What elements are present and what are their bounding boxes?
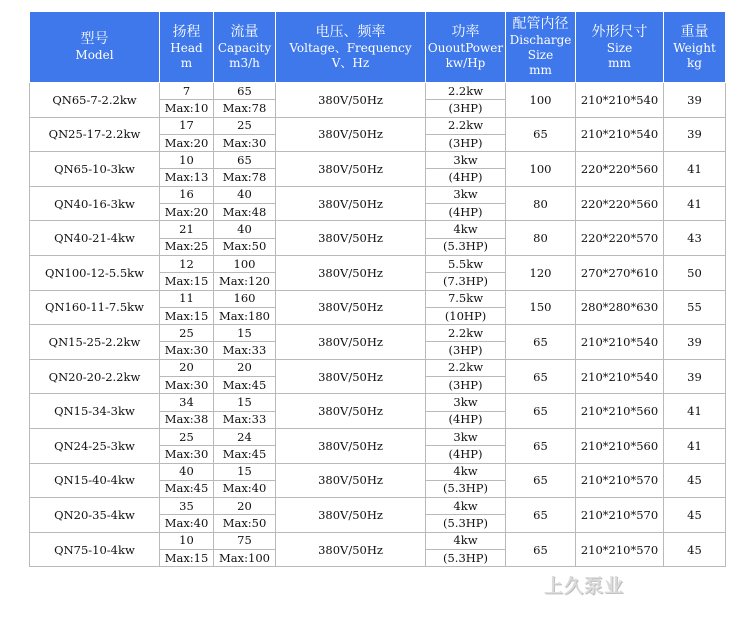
cell-weight: 55: [664, 290, 726, 325]
cell-size: 210*210*570: [576, 532, 664, 567]
cell-discharge: 65: [506, 428, 576, 463]
table-row: [30, 152, 726, 187]
table-row: [30, 463, 726, 498]
cell-head: [160, 117, 214, 152]
cell-power-hp: (4HP): [448, 412, 483, 427]
header-power-en: OuoutPower: [427, 40, 504, 55]
cell-head-rated: 12: [160, 256, 213, 273]
table-row: [30, 394, 726, 429]
table-row: [30, 290, 726, 325]
cell-weight: 39: [664, 117, 726, 152]
cell-voltage: 380V/50Hz: [276, 428, 426, 463]
table-row: [30, 186, 726, 221]
cell-power: [426, 394, 506, 429]
cell-capacity-max: Max:78: [222, 100, 267, 115]
cell-head: [160, 359, 214, 394]
cell-model: QN40-21-4kw: [30, 221, 160, 256]
cell-capacity-max: Max:100: [219, 550, 270, 565]
cell-capacity: [214, 463, 276, 498]
cell-voltage: 380V/50Hz: [276, 152, 426, 187]
cell-capacity: [214, 152, 276, 187]
cell-head-max: Max:10: [164, 100, 209, 115]
cell-power-hp: (3HP): [448, 100, 483, 115]
cell-head-max: Max:30: [164, 343, 209, 358]
cell-size: 210*210*560: [576, 394, 664, 429]
cell-weight: 41: [664, 428, 726, 463]
header-size: [576, 12, 664, 83]
header-power-unit: kw/Hp: [445, 55, 486, 70]
header-discharge-unit: mm: [529, 63, 552, 77]
cell-head-rated: 11: [160, 291, 213, 308]
cell-size: 210*210*540: [576, 325, 664, 360]
cell-capacity-max: Max:33: [222, 412, 267, 427]
cell-model: QN40-16-3kw: [30, 186, 160, 221]
header-discharge-zh: 配管内径: [512, 16, 569, 32]
cell-weight: 50: [664, 255, 726, 290]
cell-size: 210*210*540: [576, 359, 664, 394]
cell-power-kw: 2.2kw: [426, 325, 505, 342]
cell-voltage: 380V/50Hz: [276, 325, 426, 360]
header-capacity-zh: 流量: [230, 23, 259, 40]
cell-capacity-rated: 160: [214, 291, 275, 308]
cell-head-rated: 7: [160, 83, 213, 100]
cell-head-max: Max:25: [164, 239, 209, 254]
cell-head-max: Max:20: [164, 135, 209, 150]
cell-capacity: [214, 117, 276, 152]
cell-discharge: 65: [506, 532, 576, 567]
cell-power-hp: (4HP): [448, 204, 483, 219]
cell-head-max: Max:15: [164, 308, 209, 323]
header-discharge-en2: Size: [527, 48, 554, 62]
cell-power-kw: 5.5kw: [426, 256, 505, 273]
cell-head-max: Max:30: [164, 446, 209, 461]
cell-capacity-rated: 40: [214, 221, 275, 238]
cell-power: [426, 255, 506, 290]
cell-head-rated: 25: [160, 325, 213, 342]
table-row: [30, 428, 726, 463]
cell-power: [426, 290, 506, 325]
header-size-unit: mm: [608, 55, 631, 70]
cell-weight: 39: [664, 83, 726, 118]
cell-power-kw: 7.5kw: [426, 291, 505, 308]
cell-size: 210*210*540: [576, 83, 664, 118]
cell-head: [160, 463, 214, 498]
cell-head: [160, 532, 214, 567]
cell-head-rated: 20: [160, 360, 213, 377]
cell-voltage: 380V/50Hz: [276, 394, 426, 429]
header-weight-zh: 重量: [680, 23, 709, 40]
cell-power: [426, 532, 506, 567]
cell-head-max: Max:38: [164, 412, 209, 427]
cell-size: 220*220*560: [576, 152, 664, 187]
header-size-zh: 外形尺寸: [591, 23, 648, 40]
header-model-en: Model: [75, 48, 114, 62]
brand-watermark: 上久泵业: [544, 575, 625, 597]
cell-head-rated: 40: [160, 464, 213, 481]
cell-voltage: 380V/50Hz: [276, 255, 426, 290]
cell-weight: 39: [664, 359, 726, 394]
cell-power: [426, 325, 506, 360]
table-row: [30, 359, 726, 394]
cell-head: [160, 394, 214, 429]
cell-model: QN15-34-3kw: [30, 394, 160, 429]
cell-capacity: [214, 428, 276, 463]
cell-model: QN24-25-3kw: [30, 428, 160, 463]
cell-head-max: Max:15: [164, 550, 209, 565]
cell-size: 270*270*610: [576, 255, 664, 290]
cell-weight: 45: [664, 532, 726, 567]
cell-head-rated: 16: [160, 187, 213, 204]
cell-capacity-max: Max:45: [222, 377, 267, 392]
cell-capacity-max: Max:50: [222, 239, 267, 254]
cell-voltage: 380V/50Hz: [276, 186, 426, 221]
cell-discharge: 80: [506, 186, 576, 221]
cell-head-max: Max:13: [164, 170, 209, 185]
cell-power: [426, 152, 506, 187]
cell-capacity-rated: 75: [214, 533, 275, 550]
cell-power-hp: (10HP): [444, 308, 487, 323]
cell-voltage: 380V/50Hz: [276, 359, 426, 394]
cell-size: 210*210*540: [576, 117, 664, 152]
cell-capacity: [214, 532, 276, 567]
cell-discharge: 100: [506, 83, 576, 118]
cell-capacity-rated: 15: [214, 325, 275, 342]
cell-capacity-rated: 15: [214, 394, 275, 411]
cell-head: [160, 152, 214, 187]
cell-model: QN65-10-3kw: [30, 152, 160, 187]
cell-head-rated: 25: [160, 429, 213, 446]
cell-power-kw: 3kw: [426, 187, 505, 204]
cell-capacity-rated: 15: [214, 464, 275, 481]
cell-head: [160, 83, 214, 118]
header-capacity-unit: m3/h: [229, 55, 260, 70]
cell-capacity-rated: 100: [214, 256, 275, 273]
cell-head: [160, 290, 214, 325]
cell-model: QN20-35-4kw: [30, 498, 160, 533]
cell-weight: 41: [664, 186, 726, 221]
cell-power-hp: (4HP): [448, 170, 483, 185]
table-row: [30, 117, 726, 152]
cell-power-hp: (3HP): [448, 343, 483, 358]
cell-size: 210*210*560: [576, 428, 664, 463]
header-power: [426, 12, 506, 83]
cell-capacity: [214, 255, 276, 290]
header-capacity: [214, 12, 276, 83]
cell-discharge: 80: [506, 221, 576, 256]
cell-head-rated: 35: [160, 498, 213, 515]
cell-power-kw: 3kw: [426, 152, 505, 169]
cell-power-kw: 4kw: [426, 498, 505, 515]
table-row: [30, 83, 726, 118]
cell-power-hp: (5.3HP): [442, 481, 489, 496]
cell-model: QN15-25-2.2kw: [30, 325, 160, 360]
cell-head-max: Max:40: [164, 516, 209, 531]
cell-discharge: 65: [506, 394, 576, 429]
cell-capacity: [214, 83, 276, 118]
cell-discharge: 65: [506, 359, 576, 394]
header-weight: [664, 12, 726, 83]
cell-head-rated: 34: [160, 394, 213, 411]
cell-power: [426, 428, 506, 463]
cell-head-max: Max:15: [164, 273, 209, 288]
cell-discharge: 65: [506, 325, 576, 360]
cell-power-kw: 4kw: [426, 221, 505, 238]
table-row: [30, 532, 726, 567]
cell-capacity-max: Max:120: [219, 273, 270, 288]
header-capacity-en: Capacity: [217, 40, 272, 55]
cell-power-hp: (7.3HP): [442, 273, 489, 288]
cell-size: 220*220*570: [576, 221, 664, 256]
table-row: [30, 325, 726, 360]
cell-capacity-max: Max:45: [222, 446, 267, 461]
cell-discharge: 65: [506, 117, 576, 152]
header-weight-en: Weight: [673, 40, 716, 55]
cell-voltage: 380V/50Hz: [276, 463, 426, 498]
cell-capacity: [214, 498, 276, 533]
cell-head-max: Max:30: [164, 377, 209, 392]
cell-capacity: [214, 325, 276, 360]
cell-size: 220*220*560: [576, 186, 664, 221]
cell-model: QN65-7-2.2kw: [30, 83, 160, 118]
cell-head: [160, 498, 214, 533]
header-weight-unit: kg: [687, 55, 702, 70]
cell-capacity: [214, 290, 276, 325]
cell-head: [160, 221, 214, 256]
header-voltage: [276, 12, 426, 83]
cell-model: QN75-10-4kw: [30, 532, 160, 567]
cell-power-hp: (4HP): [448, 446, 483, 461]
cell-capacity-max: Max:40: [222, 481, 267, 496]
cell-capacity-rated: 65: [214, 83, 275, 100]
cell-voltage: 380V/50Hz: [276, 117, 426, 152]
cell-power-hp: (5.3HP): [442, 239, 489, 254]
cell-power-hp: (5.3HP): [442, 550, 489, 565]
cell-power-kw: 4kw: [426, 464, 505, 481]
cell-head: [160, 255, 214, 290]
header-head-unit: m: [180, 55, 193, 70]
cell-power-hp: (3HP): [448, 135, 483, 150]
cell-voltage: 380V/50Hz: [276, 498, 426, 533]
cell-capacity: [214, 394, 276, 429]
cell-weight: 43: [664, 221, 726, 256]
cell-capacity: [214, 221, 276, 256]
cell-head: [160, 428, 214, 463]
header-power-zh: 功率: [451, 23, 480, 40]
cell-power: [426, 498, 506, 533]
cell-capacity-rated: 20: [214, 360, 275, 377]
header-head-zh: 扬程: [172, 23, 201, 40]
cell-head-rated: 17: [160, 118, 213, 135]
cell-capacity-rated: 25: [214, 118, 275, 135]
cell-weight: 41: [664, 152, 726, 187]
cell-power-kw: 2.2kw: [426, 118, 505, 135]
header-discharge-en: Discharge: [509, 33, 572, 47]
cell-weight: 45: [664, 498, 726, 533]
cell-power: [426, 186, 506, 221]
cell-capacity-max: Max:48: [222, 204, 267, 219]
cell-weight: 41: [664, 394, 726, 429]
cell-head-rated: 10: [160, 152, 213, 169]
cell-capacity-max: Max:50: [222, 516, 267, 531]
cell-capacity-rated: 20: [214, 498, 275, 515]
cell-power: [426, 359, 506, 394]
cell-voltage: 380V/50Hz: [276, 532, 426, 567]
cell-capacity-max: Max:33: [222, 343, 267, 358]
cell-capacity-rated: 24: [214, 429, 275, 446]
cell-voltage: 380V/50Hz: [276, 83, 426, 118]
cell-capacity-max: Max:78: [222, 170, 267, 185]
header-row: [30, 12, 726, 83]
cell-power: [426, 221, 506, 256]
cell-model: QN160-11-7.5kw: [30, 290, 160, 325]
cell-head-max: Max:45: [164, 481, 209, 496]
header-size-en: Size: [606, 40, 633, 55]
table-row: [30, 221, 726, 256]
cell-discharge: 65: [506, 498, 576, 533]
table-row: [30, 498, 726, 533]
cell-discharge: 150: [506, 290, 576, 325]
pump-spec-table: [29, 11, 726, 567]
cell-voltage: 380V/50Hz: [276, 221, 426, 256]
cell-model: QN15-40-4kw: [30, 463, 160, 498]
cell-power: [426, 117, 506, 152]
cell-discharge: 100: [506, 152, 576, 187]
cell-model: QN100-12-5.5kw: [30, 255, 160, 290]
cell-power: [426, 463, 506, 498]
cell-size: 210*210*570: [576, 498, 664, 533]
cell-power-kw: 2.2kw: [426, 83, 505, 100]
cell-power-kw: 4kw: [426, 533, 505, 550]
cell-model: QN25-17-2.2kw: [30, 117, 160, 152]
cell-power-kw: 3kw: [426, 429, 505, 446]
cell-head-rated: 21: [160, 221, 213, 238]
header-voltage-unit: V、Hz: [331, 55, 370, 70]
cell-capacity-rated: 65: [214, 152, 275, 169]
cell-capacity-max: Max:180: [219, 308, 270, 323]
cell-weight: 45: [664, 463, 726, 498]
cell-power-kw: 3kw: [426, 394, 505, 411]
cell-discharge: 120: [506, 255, 576, 290]
header-discharge: [506, 12, 576, 83]
cell-power-hp: (3HP): [448, 377, 483, 392]
cell-voltage: 380V/50Hz: [276, 290, 426, 325]
table-header: [30, 12, 726, 83]
cell-capacity: [214, 359, 276, 394]
cell-model: QN20-20-2.2kw: [30, 359, 160, 394]
cell-size: 210*210*570: [576, 463, 664, 498]
cell-head: [160, 325, 214, 360]
cell-head-max: Max:20: [164, 204, 209, 219]
cell-head: [160, 186, 214, 221]
cell-weight: 39: [664, 325, 726, 360]
cell-size: 280*280*630: [576, 290, 664, 325]
header-voltage-en: Voltage、Frequency: [289, 40, 412, 55]
cell-capacity-max: Max:30: [222, 135, 267, 150]
header-model: [30, 12, 160, 83]
table-body: [30, 83, 726, 567]
header-head-en: Head: [170, 40, 203, 55]
header-head: [160, 12, 214, 83]
header-voltage-zh: 电压、频率: [315, 23, 386, 40]
cell-capacity: [214, 186, 276, 221]
cell-head-rated: 10: [160, 533, 213, 550]
cell-power-hp: (5.3HP): [442, 516, 489, 531]
header-model-zh: 型号: [80, 31, 109, 47]
table-row: [30, 255, 726, 290]
cell-power-kw: 2.2kw: [426, 360, 505, 377]
cell-capacity-rated: 40: [214, 187, 275, 204]
cell-discharge: 65: [506, 463, 576, 498]
cell-power: [426, 83, 506, 118]
